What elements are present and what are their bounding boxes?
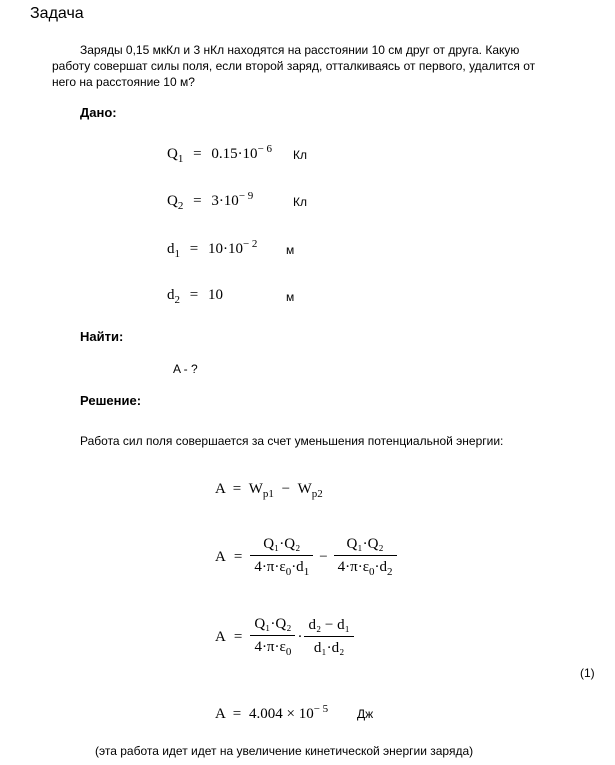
q1-mantissa: 0.15·10 [211,146,258,162]
q1-unit: Кл [293,148,307,162]
eq2-fraction-1 [250,536,313,578]
eq4-lhs: A [215,706,226,722]
eq3-dot: · [297,628,303,645]
eq2-den2-part-b: ·d [374,559,388,575]
equation-number: (1) [580,666,595,680]
given-d1 [167,238,257,260]
q2-mantissa: 3·10 [211,193,239,209]
eq2-equals: = [233,548,243,565]
d1-unit: м [286,243,295,257]
eq2-minus: − [319,548,328,565]
d1-exp: − 2 [242,238,258,250]
eq2-den1-part-b: ·d [291,559,304,575]
eq1-term2-sub: p2 [311,488,323,500]
eq2-numerator-1: Q₁·Q₂ [250,536,313,556]
eq1-term1-sub: p1 [262,488,274,500]
eq4-mantissa: 4.004 × 10 [248,706,314,722]
d1-eq: = [189,241,199,257]
q2-name: Q [167,193,178,209]
equation-4 [215,703,328,723]
given-d2 [167,287,223,306]
eq2-den1-part-a: 4·π·ε [254,559,286,575]
eq1-minus: − [281,481,291,497]
eq4-equals: = [232,706,242,722]
eq3-equals: = [233,628,243,645]
q2-eq: = [193,193,202,209]
eq1-equals: = [232,481,242,497]
find-value: A - ? [173,362,198,376]
d1-name: d [167,241,175,257]
given-heading: Дано: [80,105,117,120]
solution-note: (эта работа идет идет на увеличение кинетической энергии заряда) [95,744,474,758]
d1-mantissa: 10·10 [207,241,243,257]
eq3-denominator-1 [250,636,295,658]
eq3-fraction-2 [304,617,353,657]
eq2-numerator-2: Q₁·Q₂ [334,536,397,556]
solution-intro: Работа сил поля совершается за счет уменьшения потенциальной энергии: [80,434,504,448]
eq3-den1-sub: 0 [285,646,292,658]
eq1-lhs: A [215,481,226,497]
q1-name: Q [167,146,178,162]
eq3-numerator-1: Q₁·Q₂ [250,616,295,636]
eq2-den2-sub2: 2 [387,566,393,578]
eq2-denominator-1 [250,556,313,578]
eq2-den1-sub2: 1 [303,566,310,578]
q2-unit: Кл [293,195,307,209]
given-q2 [167,190,253,212]
eq3-denominator-2: d₁·d₂ [313,640,345,656]
eq1-term2: W [297,481,312,497]
d2-eq: = [189,287,199,303]
eq2-fraction-2 [334,536,397,578]
eq4-unit: Дж [357,707,374,721]
eq3-numerator-2: d₂ − d₁ [304,617,353,637]
eq3-fraction-1 [250,616,295,658]
problem-line-1: Заряды 0,15 мкКл и 3 нКл находятся на расстоянии 10 см друг от друга. Какую [80,43,520,57]
equation-1 [215,481,323,500]
d2-sub: 2 [174,294,180,306]
q1-eq: = [193,146,202,162]
page-title: Задача [30,5,84,22]
eq2-den2-part-a: 4·π·ε [337,559,370,575]
problem-line-3: него на расстояние 10 м? [52,75,195,89]
d2-name: d [167,287,175,303]
solution-heading: Решение: [80,393,142,408]
eq3-lhs: A [215,628,226,645]
eq2-lhs: A [215,548,226,565]
q2-sub: 2 [177,200,184,212]
equation-2 [215,536,397,578]
eq3-den1-part-a: 4·π·ε [254,639,286,655]
q2-exp: − 9 [238,190,254,202]
eq4-exp: − 5 [313,703,329,715]
d1-sub: 1 [174,248,180,260]
problem-line-2: работу совершат силы поля, если второй заряд, отталкиваясь от первого, удалится от [52,59,536,73]
q1-sub: 1 [177,153,184,165]
d2-unit: м [286,290,295,304]
eq1-term1: W [248,481,263,497]
given-q1 [167,143,272,165]
q1-exp: − 6 [257,143,273,155]
d2-value: 10 [207,287,223,303]
eq2-denominator-2 [334,556,397,578]
eq2-den1-sub: 0 [285,566,292,578]
find-heading: Найти: [80,329,124,344]
eq2-den2-sub: 0 [369,566,375,578]
equation-3 [215,616,354,658]
